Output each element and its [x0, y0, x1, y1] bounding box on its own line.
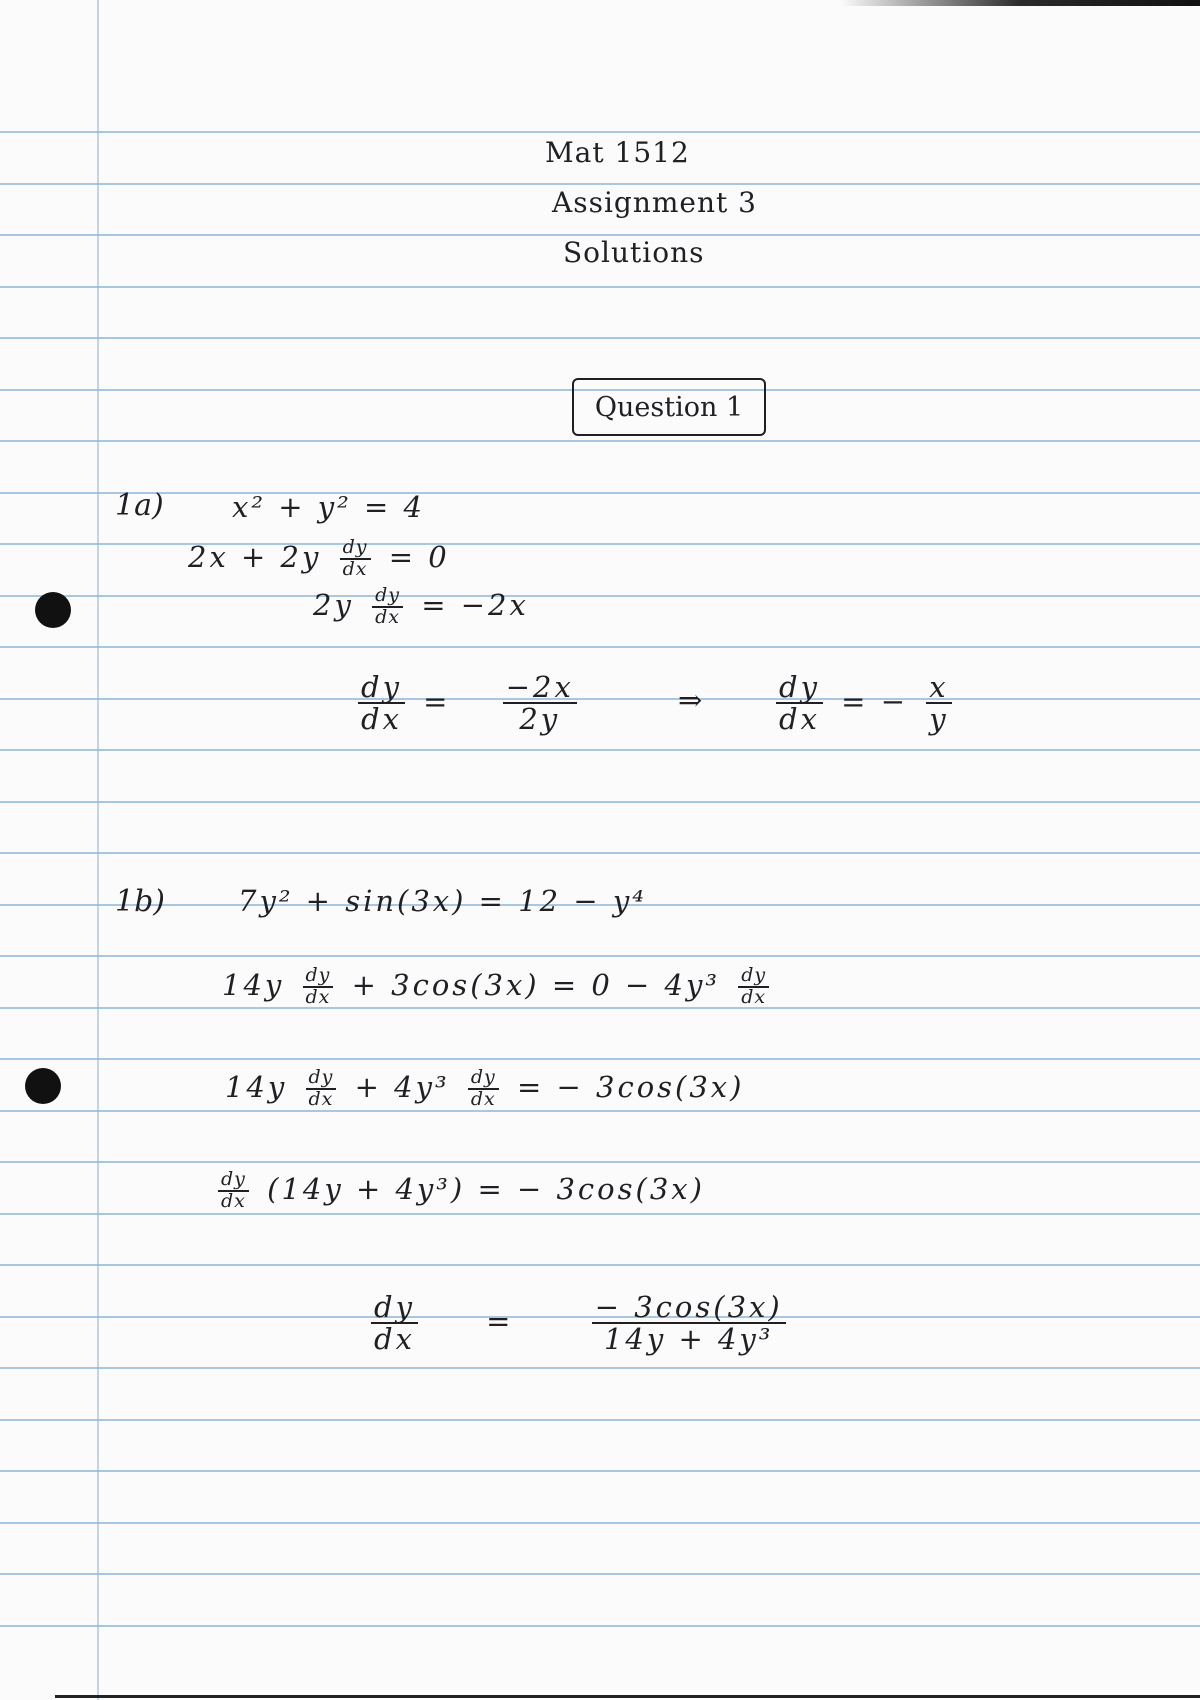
ruled-line — [0, 1161, 1200, 1163]
part-b-line-5-equals: = — [486, 1304, 514, 1339]
part-b-line-2-left: 14y — [222, 967, 285, 1002]
ruled-line — [0, 595, 1200, 597]
ruled-line — [0, 131, 1200, 133]
part-b-line-3-left: 14y — [225, 1069, 288, 1104]
part-b-line-3-right: = − 3cos(3x) — [516, 1069, 745, 1104]
ruled-line — [0, 1573, 1200, 1575]
part-a-line-4 — [352, 672, 583, 735]
question-heading: Question 1 — [594, 391, 744, 423]
ruled-line — [0, 543, 1200, 545]
page-bottom-edge — [55, 1695, 1200, 1698]
part-b-final-fraction: $\frac{- 3\cos(3x)}{\text{14y + 4y³}}$ — [592, 1292, 786, 1355]
ruled-line — [0, 749, 1200, 751]
punch-hole-lower — [25, 1068, 61, 1104]
part-b-line-2-mid: + 3cos(3x) = 0 − 4y³ — [351, 967, 721, 1002]
ruled-line — [0, 801, 1200, 803]
part-a-label: 1a) — [115, 488, 164, 523]
implies-arrow: ⇒ — [678, 683, 706, 717]
solutions-title: Solutions — [563, 236, 705, 269]
ruled-line — [0, 183, 1200, 185]
ruled-line — [0, 1522, 1200, 1524]
part-a-result-fraction: $\frac{x}{y}$ — [926, 672, 951, 735]
derivative-dy-dx: $\frac{dy}{dx}$ — [306, 1068, 337, 1110]
ruled-line — [0, 1367, 1200, 1369]
ruled-line — [0, 698, 1200, 700]
ruled-line — [0, 646, 1200, 648]
part-a-result — [770, 672, 958, 735]
part-a-line-3-right: = −2x — [421, 587, 529, 622]
part-a-result-equals: = − — [841, 684, 908, 719]
derivative-dy-dx: $\frac{dy}{dx}$ — [776, 672, 823, 735]
derivative-dy-dx: $\frac{dy}{dx}$ — [738, 966, 769, 1008]
ruled-line — [0, 1625, 1200, 1627]
ruled-line — [0, 1419, 1200, 1421]
derivative-dy-dx: $\frac{dy}{dx}$ — [371, 1292, 418, 1355]
part-b-line-3-mid: + 4y³ — [354, 1069, 450, 1104]
ruled-line — [0, 1110, 1200, 1112]
part-a-line-2 — [188, 538, 450, 580]
part-a-line-4-equals: = — [423, 684, 451, 719]
question-heading-box — [572, 378, 766, 436]
part-a-line-3-left: 2y — [313, 587, 354, 622]
margin-line — [97, 0, 99, 1700]
derivative-dy-dx: $\frac{dy}{dx}$ — [340, 538, 371, 580]
ruled-line — [0, 1264, 1200, 1266]
ruled-line — [0, 337, 1200, 339]
part-b-label: 1b) — [115, 884, 165, 919]
part-a-line-3 — [313, 586, 529, 628]
page-top-edge — [0, 0, 1200, 6]
ruled-line — [0, 1213, 1200, 1215]
ruled-line — [0, 852, 1200, 854]
derivative-dy-dx: $\frac{dy}{dx}$ — [372, 586, 403, 628]
part-a-line-2-right: = 0 — [388, 539, 450, 574]
part-b-line-2 — [222, 966, 775, 1008]
derivative-dy-dx: $\frac{dy}{dx}$ — [303, 966, 334, 1008]
ruled-line — [0, 1470, 1200, 1472]
part-b-line-5 — [365, 1292, 792, 1355]
part-a-line-1: x² + y² = 4 — [232, 490, 425, 524]
part-b-line-4-right: (14y + 4y³) = − 3cos(3x) — [267, 1171, 705, 1206]
derivative-dy-dx: $\frac{dy}{dx}$ — [218, 1170, 249, 1212]
course-title: Mat 1512 — [545, 136, 690, 169]
ruled-line — [0, 440, 1200, 442]
punch-hole-upper — [35, 592, 71, 628]
part-b-line-1: 7y² + sin(3x) = 12 − y⁴ — [238, 884, 647, 918]
part-a-fraction: $\frac{-2x}{2y}$ — [503, 672, 577, 735]
ruled-line — [0, 492, 1200, 494]
assignment-title: Assignment 3 — [552, 186, 757, 219]
derivative-dy-dx: $\frac{dy}{dx}$ — [468, 1068, 499, 1110]
part-b-line-4 — [212, 1170, 705, 1212]
part-a-line-2-left: 2x + 2y — [188, 539, 322, 574]
ruled-line — [0, 286, 1200, 288]
ruled-line — [0, 955, 1200, 957]
ruled-line — [0, 1058, 1200, 1060]
part-b-line-3 — [225, 1068, 744, 1110]
derivative-dy-dx: $\frac{dy}{dx}$ — [358, 672, 405, 735]
